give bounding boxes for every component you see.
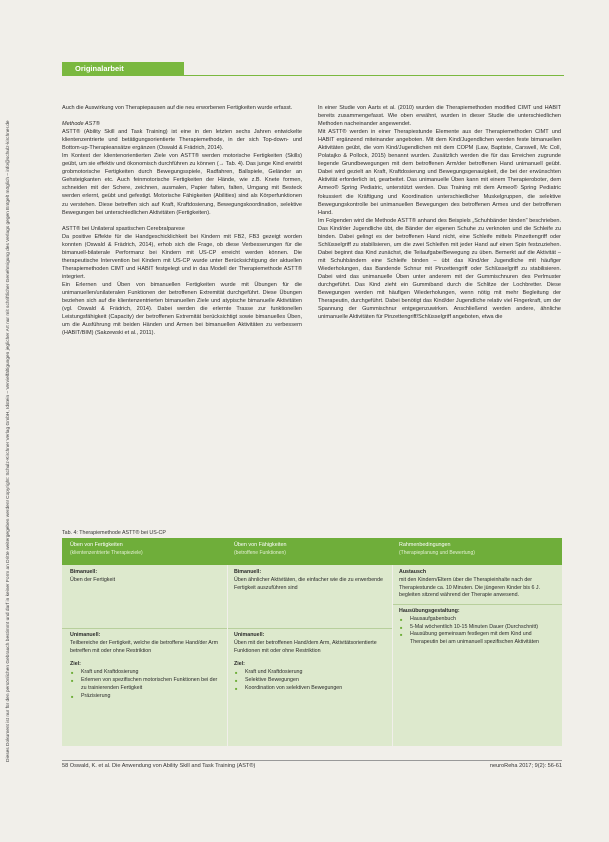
cell-title: Unimanuell: xyxy=(70,632,101,638)
paragraph: Im Kontext der klientenorientierten Ziele von ASTT® werden motorische Fertigkeiten (Skills) geübt, um sie effektiv und ökonomisch durchführen zu können (→ Tab. 4). Das junge Kind erwirbt grobmotorische Fertigkeiten durch Bewegungsspiele, Radfahren, Ballspiele, Geländer an Gehsteigkanten etc. Auch feinmotorische Fertigkeiten der Hände, wie z.B. Knete formen, schneiden mit der Schere, zeichnen, ausmalen, Papier falten, falten, Umgang mit Besteck werden erlernt, geübt und gefestigt. Motorische Fähigkeiten (Abilities) sind als Körperfunktionen zu verstehen. Diese betreffen sich auf Kraft, Kraftdosierung, Bewegungskoordination, selektive Bewegungen bei unterschiedlichen Aktivitäten (Fertigkeiten). xyxy=(62,153,302,216)
list-item: ■ Erlernen von spezifischen motorischen Funktionen bei der zu trainierenden Fertigkeit xyxy=(70,677,222,693)
cell-text: Teilbereiche der Fertigkeit, welche die betroffene Hand/der Arm betreffen mit oder ohne Restriktion xyxy=(70,639,218,654)
list-item: ■ Koordination von selektiven Bewegungen xyxy=(234,685,387,693)
paragraph: ASTT® (Ability Skill and Task Training) ist eine in den letzten sechs Jahren entwickelte klientenzentrierte und betätigungsorientierte Therapiemethode, in der sich Top-down- und Bottom-up-Therapieansätze ergänzen (Oswald & Frädrich, 2014). xyxy=(62,129,302,152)
left-column xyxy=(62,104,302,337)
cell-title: Austausch xyxy=(399,569,427,575)
row-divider xyxy=(393,604,562,605)
list-item: ■ 5-Mal wöchentlich 10-15 Minuten Dauer (Durchschnitt) xyxy=(399,624,557,632)
header-col-3-sub: (Therapieplanung und Bewertung) xyxy=(399,549,475,556)
column-divider xyxy=(227,565,228,746)
copyright-side-note xyxy=(6,62,20,762)
cell-col2-unimanual xyxy=(234,632,387,693)
paragraph-gap xyxy=(62,217,302,225)
paragraph: In einer Studie von Aarts et al. (2010) wurden die Therapiemethoden modified CIMT und HABIT bereits zusammengefasst. Wie oben erwähnt, wurden in dieser Studie die unterschiedlichen Methoden nacheinander angewendet. xyxy=(318,105,561,128)
header-col-3 xyxy=(399,542,557,557)
paragraph: Auch die Auswirkung von Therapiepausen auf die neu erworbenen Fertigkeiten wurde erfasst. xyxy=(62,105,293,111)
footer-divider xyxy=(62,760,562,761)
list-item: ■ Hausübung gemeinsam festlegen mit dem Kind und Therapeutin bei am unimanuell spezifischen Aktivitäten xyxy=(399,631,557,647)
header-col-2-title: Üben von Fähigkeiten xyxy=(234,542,287,548)
side-note-text: Dieses Dokument ist nur für den persönlichen Gebrauch bestimmt und darf in keiner Form an Dritte weitergegeben werden! Copyright: Schulz-Kirchner Verlag GmbH, Idstein – Vervielfältigungen jeglicher Art nur mit schriftlicher Genehmigung des Verlags gegen Entgelt möglich – info@schulz-kirchner.de xyxy=(6,120,11,762)
header-col-1-sub: (klientenzentrierte Therapieziele) xyxy=(70,549,143,556)
paragraph: Da positive Effekte für die Handgeschicklichkeit bei Kindern mit FB2, FB3 gezeigt worden konnten (Oswald & Frädrich, 2014), erhob sich die Frage, ob diese Verbesserungen für die bimanuell-bilaterale Performanz bei Kindern mit US-CP erreicht werden können. Die therapeutische Intervention bei Kindern mit US-CP wurde unter Berücksichtigung der aktuellen Therapiemethoden CIMT und HABIT festgelegt und in das Modell der Therapiemethode ASTT® integriert. xyxy=(62,233,302,280)
table-header xyxy=(62,538,562,565)
header-col-2-sub: (betroffene Funktionen) xyxy=(234,549,286,556)
list-item: ■ Präzisierung xyxy=(70,693,222,701)
homework-list xyxy=(399,616,557,647)
header-divider xyxy=(184,75,564,76)
paragraph-gap xyxy=(62,112,302,120)
cell-col1-unimanual xyxy=(70,632,222,700)
goal-list xyxy=(234,669,387,692)
cell-text: Üben der Fertigkeit xyxy=(70,576,116,583)
footer-journal: neuroReha 2017; 9(2): 56-61 xyxy=(489,763,562,769)
section-label: Originalarbeit xyxy=(62,62,184,76)
goal-list xyxy=(70,669,222,700)
header-col-1-title: Üben von Fertigkeiten xyxy=(70,542,123,548)
cell-col2-bimanual xyxy=(234,569,387,592)
column-divider xyxy=(392,565,393,746)
list-item: ■ Selektive Bewegungen xyxy=(234,677,387,685)
row-divider xyxy=(62,628,227,629)
paragraph: Im Folgenden wird die Methode ASTT® anhand des Beispiels „Schuhbänder binden" beschrieben. Das Kind/der Jugendliche übt, die Bänder der eigenen Schuhe zu verknoten und die Schleife zu binden. Dabei gelingt es der betroffenen Hand nicht, eine Schleife mittels Pinzettengriff oder Schlüsselgriff zu stabilisieren, um die zwei Schleifen mit jeder Hand auf einen Spin festzuziehen. Dabei beginnt das Kind zunächst, die Teilaufgabe/Bewegung zu üben. Bemerkt auf die Aktivität – mit Schuhbändern eine Schleife binden – übt das Kind/der Jugendliche mit häufiger Wiederholungen, das Bandende Schnur mit Pinzettengriff oder Schlüsselgriff zu stabilisieren. Dabei wird das unimanuelle Üben unter anderem mit der Gummischnuren des Perlmuster durchgeführt. Das Kind zieht ein Gummiband durch die Schlitze der Lochbretter. Diese Bewegungen werden mit häufigen Wiederholungen, wenn nötig mit mehr Begleitung der Therapeutin, durchgeführt. Dabei benötigt das Kind/der Jugendliche relativ viel Fingerkraft, um der Spannung der Gummischnur entgegenzuwirken. Anschließend werden andere, ähnliche unimanuelle Aktivitäten für Pinzettengriff/Schlüsselgriff angeboten, etwa die xyxy=(318,217,561,321)
header-col-2 xyxy=(234,542,389,557)
cell-title: Unimanuell: xyxy=(234,632,265,638)
cell-title: Hausübungsgestaltung: xyxy=(399,608,460,614)
cell-text: Üben mit der betroffenen Hand/dem Arm, Aktivitätsorientierte Funktionen mit oder ohne Restriktion xyxy=(234,639,377,654)
paragraph: Mit ASTT® werden in einer Therapiestunde Elemente aus der Therapiemethoden CIMT und HABIT ergänzend miteinander angeboten. Mit dem Kind/Jugendlichen werden feste bimanuellen Aktivitäten geübt, die vom Kind/Jugendlichen mit dem COPM (Law, Baptiste, Carswell, Mc Coll, Polatajko & Pollock, 2015) benannt wurden. Zusätzlich werden die für das Erreichen zugrunde liegende Grundbewegungen mit dem betroffenen Arm/der betroffenen Hand unimanuell geübt. Dabei wird gezielt an Kraft, Kraftdosierung und Bewegungsgenauigkeit, die bei der erwünschten Aktivität erforderlich ist, gearbeitet. Das unimanuelle Üben kann mit einem Therapieroboter, dem Armeo® Spring Pediatric, unterstützt werden. Das Training mit dem Armeo® Spring Pediatric fokussiert die Kräftigung und Koordination unterschiedlicher Muskelgruppen, die selektive Bewegungskontrolle bei unimanuellen Bewegungen des betroffenen Armes und der betroffenen Hand. xyxy=(318,129,561,216)
method-table xyxy=(62,538,562,746)
footer-citation: 58 Oswald, K. et al. Die Anwendung von Ability Skill and Task Training (AST®) xyxy=(62,763,256,769)
table-caption: Tab. 4: Therapiemethode ASTT® bei US-CP xyxy=(62,530,166,536)
cell-col1-bimanual xyxy=(70,569,222,585)
cell-title: Bimanuell: xyxy=(70,569,98,575)
row-divider xyxy=(228,628,392,629)
cell-title: Ziel: xyxy=(234,661,245,668)
cell-text: Üben ähnlicher Aktivitäten, die einfacher wie die zu erwerbende Fertigkeit auszuführen sind xyxy=(234,576,383,591)
list-item: ■ Kraft und Kraftdosierung xyxy=(70,669,222,677)
section-heading: Methode AST® xyxy=(62,121,100,128)
cell-title: Ziel: xyxy=(70,661,81,668)
cell-text: mit den Kindern/Eltern über die Therapieinhalte nach der Therapiestunde ca. 10 Minuten. Die jüngeren Kinder bis 6 J. begleiten sitzend während der Therapie anwesend. xyxy=(399,576,541,599)
cell-col3-exchange xyxy=(399,569,557,600)
paragraph: ASTT® bei Unilateral spastischen Cerebralparese xyxy=(62,225,185,232)
header-col-3-title: Rahmenbedingungen xyxy=(399,542,451,548)
right-column xyxy=(318,104,561,321)
header-col-1 xyxy=(70,542,225,557)
list-item: ■ Kraft und Kraftdosierung xyxy=(234,669,387,677)
cell-col3-homework xyxy=(399,608,557,647)
cell-title: Bimanuell: xyxy=(234,569,262,575)
list-item: ■ Hausaufgabenbuch xyxy=(399,616,557,624)
paragraph: Ein Erlernen und Üben von bimanuellen Fertigkeiten wurde mit Übungen für die unimanuellen/unilateralen Funktionen der betroffenen Extremität durchgeführt. Diese Übungen beziehen sich auf die klientenzentrierten bimanuellen Ziele und atypische bimanuelle Aktivitäten (vgl. Oswald & Frädrich, 2014). Dabei werden die erlernte Trasse zur funktionellen Leistungsfähigkeit (Capacity) der betroffenen Extremität berücksichtigt sowie bimanuelles Üben, um die Ausführung mit beiden Händen und Armen bei bimanuellen Aktivitäten zu verbessern (HABIT/BIM) (Sakzewski et al., 2011). xyxy=(62,281,302,337)
